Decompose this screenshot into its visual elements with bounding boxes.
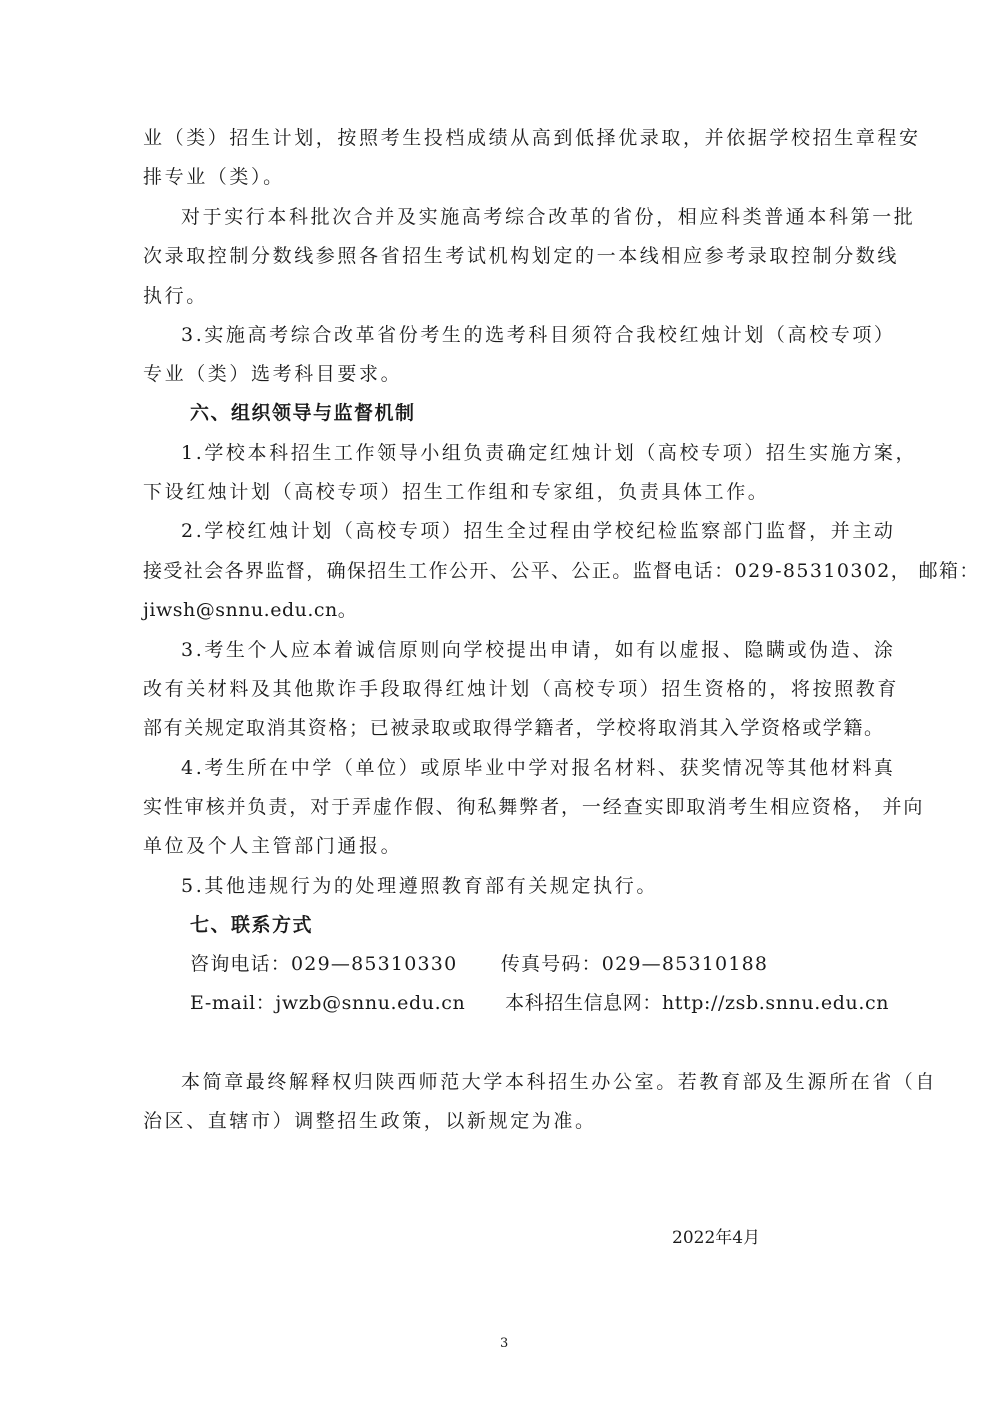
email-supervision: jiwsh@snnu.edu.cn。 bbox=[143, 599, 358, 621]
paragraph-line: 业（类）招生计划，按照考生投档成绩从高到低择优录取，并依据学校招生章程安 bbox=[143, 127, 921, 149]
section-heading-supervision: 六、组织领导与监督机制 bbox=[190, 402, 416, 424]
paragraph-line: 5.其他违规行为的处理遵照教育部有关规定执行。 bbox=[181, 875, 658, 897]
paragraph-line: 执行。 bbox=[143, 285, 208, 307]
paragraph-line: 次录取控制分数线参照各省招生考试机构划定的一本线相应参考录取控制分数线 bbox=[143, 245, 900, 267]
paragraph-line: 部有关规定取消其资格；已被录取或取得学籍者，学校将取消其入学资格或学籍。 bbox=[143, 717, 885, 739]
paragraph-line: 改有关材料及其他欺诈手段取得红烛计划（高校专项）招生资格的，将按照教育 bbox=[143, 678, 900, 700]
contact-email-website: E-mail：jwzb@snnu.edu.cn 本科招生信息网：http://zsb.snnu.edu.cn bbox=[190, 992, 890, 1014]
paragraph-line: 治区、直辖市）调整招生政策，以新规定为准。 bbox=[143, 1110, 597, 1132]
document-date: 2022年4月 bbox=[672, 1228, 761, 1248]
paragraph-line: 1.学校本科招生工作领导小组负责确定红烛计划（高校专项）招生实施方案， bbox=[181, 442, 918, 464]
paragraph-line: 排专业（类）。 bbox=[143, 166, 285, 188]
paragraph-line: 本简章最终解释权归陕西师范大学本科招生办公室。若教育部及生源所在省（自 bbox=[181, 1071, 938, 1093]
paragraph-line: 4.考生所在中学（单位）或原毕业中学对报名材料、获奖情况等其他材料真 bbox=[181, 757, 896, 779]
paragraph-line: 单位及个人主管部门通报。 bbox=[143, 835, 403, 857]
section-heading-contact: 七、联系方式 bbox=[190, 914, 314, 936]
paragraph-line: 对于实行本科批次合并及实施高考综合改革的省份，相应科类普通本科第一批 bbox=[181, 206, 916, 228]
paragraph-line: 接受社会各界监督，确保招生工作公开、公平、公正。监督电话：029-85310302， 邮箱： bbox=[143, 560, 980, 582]
paragraph-line: 专业（类）选考科目要求。 bbox=[143, 363, 403, 385]
page-number: 3 bbox=[500, 1336, 509, 1351]
paragraph-line: 3.实施高考综合改革省份考生的选考科目须符合我校红烛计划（高校专项） bbox=[181, 324, 896, 346]
paragraph-line: 实性审核并负责，对于弄虚作假、徇私舞弊者，一经查实即取消考生相应资格， 并向 bbox=[143, 796, 925, 818]
paragraph-line: 3.考生个人应本着诚信原则向学校提出申请，如有以虚报、隐瞒或伪造、涂 bbox=[181, 639, 896, 661]
paragraph-line: 2.学校红烛计划（高校专项）招生全过程由学校纪检监察部门监督，并主动 bbox=[181, 520, 896, 542]
paragraph-line: 下设红烛计划（高校专项）招生工作组和专家组，负责具体工作。 bbox=[143, 481, 770, 503]
contact-phone-fax: 咨询电话：029—85310330 传真号码：029—85310188 bbox=[190, 953, 769, 975]
